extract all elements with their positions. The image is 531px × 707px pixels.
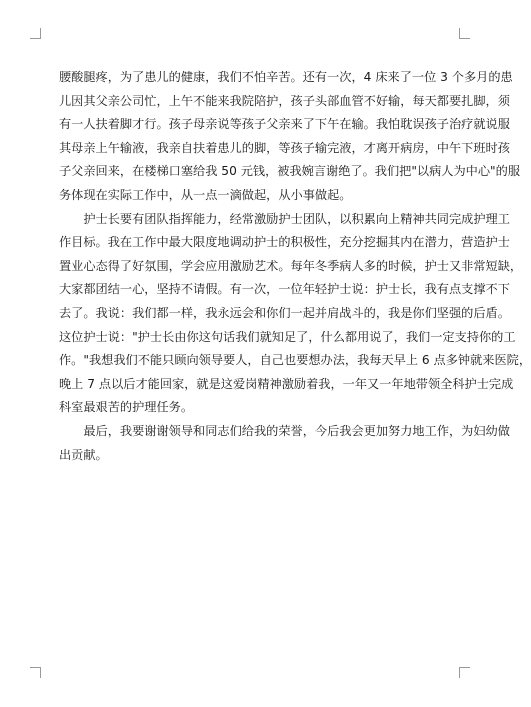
text-line: 护士长要有团队指挥能力，经常激励护士团队，以积累向上精神共同完成护理工: [59, 211, 510, 226]
text-line: 子父亲回来，在楼梯口塞给我 50 元钱，被我婉言谢绝了。我们把"以病人为中心"的服: [59, 164, 521, 179]
text-line: 这位护士说："护士长由你这句话我们就知足了，什么都用说了，我们一定支持你的工: [59, 329, 516, 344]
text-line: 其母亲上午输液，我亲自扶着患儿的脚，等孩子输完液，才离开病房，中午下班时孩: [59, 140, 510, 155]
crop-mark-top-left: [30, 28, 41, 39]
crop-mark-top-right: [459, 28, 470, 39]
text-line: 大家都团结一心，坚持不请假。有一次，一位年轻护士说：护士长，我有点支撑不下: [59, 282, 510, 297]
text-line: 置业心态得了好氛围，学会应用激励艺术。每年冬季病人多的时候，护士又非常短缺，: [59, 258, 523, 273]
text-line: 出贡献。: [59, 447, 108, 462]
text-line: 儿因其父亲公司忙，上午不能来我院陪护，孩子头部血管不好输，每天都要扎脚，须: [59, 93, 510, 108]
text-line: 去了。我说：我们都一样，我永远会和你们一起并肩战斗的，我是你们坚强的后盾。: [59, 305, 510, 320]
text-line: 有一人扶着脚才行。孩子母亲说等孩子父亲来了下午在输。我怕耽误孩子治疗就说服: [59, 117, 510, 132]
text-line: 务体现在实际工作中，从一点一滴做起，从小事做起。: [59, 187, 352, 202]
document-body: [59, 66, 531, 467]
crop-mark-bottom-left: [30, 667, 41, 678]
text-line: 作。"我想我们不能只顾向领导要人，自己也要想办法，我每天早上 6 点多钟就来医院，: [59, 353, 531, 368]
crop-mark-bottom-right: [459, 667, 470, 678]
text-line: 最后，我要谢谢领导和同志们给我的荣誉，今后我会更加努力地工作，为妇幼做: [59, 423, 510, 438]
text-line: 科室最艰苦的护理任务。: [59, 400, 194, 415]
text-line: 晚上 7 点以后才能回家，就是这爱岗精神激励着我，一年又一年地带领全科护士完成: [59, 376, 514, 391]
text-line: 作目标。我在工作中最大限度地调动护士的积极性，充分挖掘其内在潜力，营造护士: [59, 235, 510, 250]
text-line: 腰酸腿疼，为了患儿的健康，我们不怕辛苦。还有一次，4 床来了一位 3 个多月的患: [59, 70, 513, 84]
